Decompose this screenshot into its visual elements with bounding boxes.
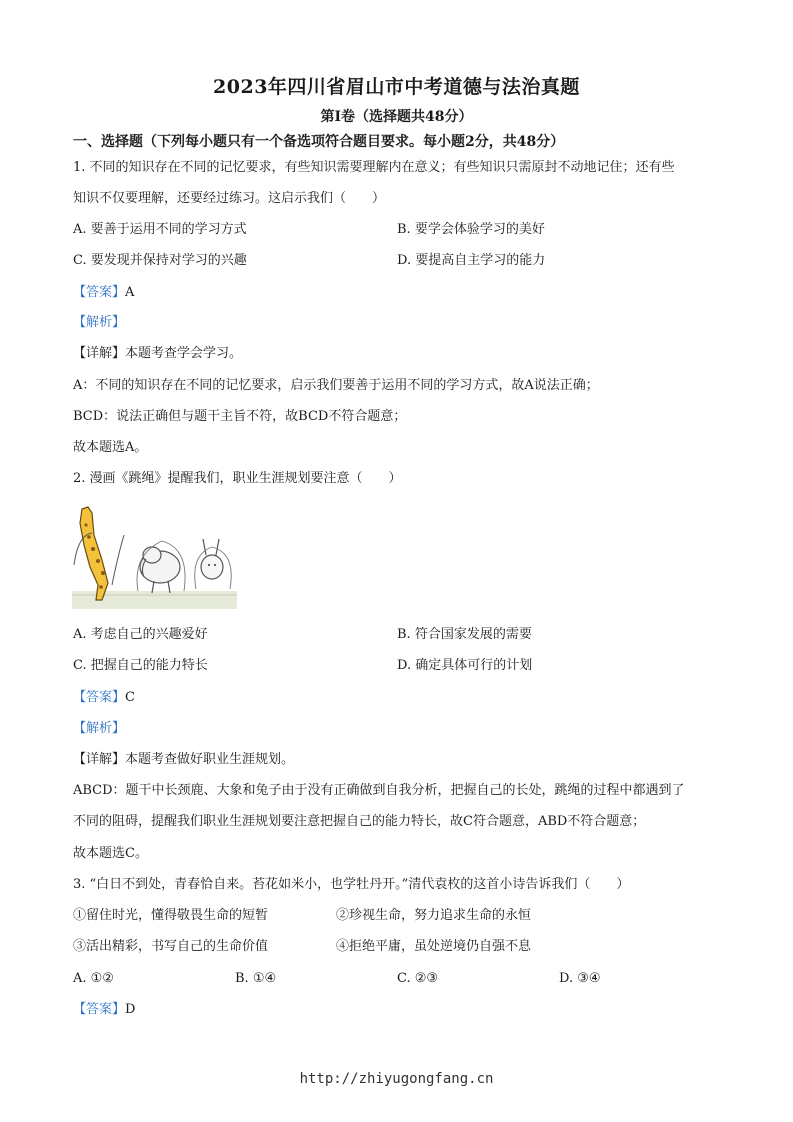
q3-option-d: D. ③④ <box>559 971 601 986</box>
detail-text: 本题考查学会学习。 <box>125 346 243 361</box>
q2-stem: 2. 漫画《跳绳》提醒我们，职业生涯规划要注意（ ） <box>73 471 402 486</box>
q1-answer <box>73 284 134 302</box>
q2-explanation-3: 故本题选C。 <box>73 846 148 861</box>
q1-option-b: B. 要学会体验学习的美好 <box>397 222 545 237</box>
answer-value: C <box>125 690 135 705</box>
answer-value: D <box>125 1002 136 1017</box>
q2-option-a: A. 考虑自己的兴趣爱好 <box>73 627 208 642</box>
q1-detail <box>73 345 242 363</box>
q2-answer <box>73 689 135 707</box>
detail-tag: 【详解】 <box>73 752 126 767</box>
q1-option-a: A. 要善于运用不同的学习方式 <box>73 222 247 237</box>
q3-stem: 3. “白日不到处，青春恰自来。苔花如米小，也学牡丹开。”清代袁枚的这首小诗告诉我们（ ） <box>73 877 630 892</box>
q3-item-1: ①留住时光，懂得敬畏生命的短暂 <box>73 908 269 923</box>
q2-option-d: D. 确定具体可行的计划 <box>397 658 533 673</box>
giraffe-figure <box>74 507 124 600</box>
q2-analysis-tag: 【解析】 <box>73 721 126 736</box>
answer-tag: 【答案】 <box>73 1002 126 1017</box>
q3-option-a: A. ①② <box>73 971 114 986</box>
q1-explanation-2: BCD：说法正确但与题干主旨不符，故BCD不符合题意； <box>73 409 407 424</box>
page-subtitle: 第I卷（选择题共48分） <box>320 109 473 125</box>
q1-explanation-1: A：不同的知识存在不同的记忆要求，启示我们要善于运用不同的学习方式，故A说法正确； <box>73 378 599 393</box>
q3-option-c: C. ②③ <box>397 971 439 986</box>
footer-url: http://zhiyugongfang.cn <box>299 1071 494 1087</box>
q3-item-3: ③活出精彩，书写自己的生命价值 <box>73 939 269 954</box>
detail-text: 本题考查做好职业生涯规划。 <box>125 752 295 767</box>
q1-option-d: D. 要提高自主学习的能力 <box>397 253 546 268</box>
q3-option-b: B. ①④ <box>235 971 277 986</box>
q1-stem-line2: 知识不仅要理解，还要经过练习。这启示我们（ ） <box>73 191 386 206</box>
answer-tag: 【答案】 <box>73 285 126 300</box>
q3-item-4: ④拒绝平庸，虽处逆境仍自强不息 <box>336 939 532 954</box>
jump-rope-cartoon <box>72 505 237 609</box>
q3-answer <box>73 1001 135 1019</box>
detail-tag: 【详解】 <box>73 346 126 361</box>
answer-value: A <box>125 285 135 300</box>
q2-explanation-1: ABCD：题干中长颈鹿、大象和兔子由于没有正确做到自我分析，把握自己的长处，跳绳的过程中都遇到了 <box>73 783 685 798</box>
q1-analysis-tag: 【解析】 <box>73 315 126 330</box>
rabbit-figure <box>195 539 231 589</box>
elephant-figure <box>137 541 185 593</box>
q2-detail <box>73 751 294 769</box>
q3-item-2: ②珍视生命，努力追求生命的永恒 <box>336 908 532 923</box>
q1-option-c: C. 要发现并保持对学习的兴趣 <box>73 253 247 268</box>
section-heading: 一、选择题（下列每小题只有一个备选项符合题目要求。每小题2分，共48分） <box>73 134 565 150</box>
page-title: 2023年四川省眉山市中考道德与法治真题 <box>213 76 580 98</box>
q1-stem-line1: 1. 不同的知识存在不同的记忆要求，有些知识需要理解内在意义；有些知识只需原封不动地记住；还有些 <box>73 160 675 175</box>
answer-tag: 【答案】 <box>73 690 126 705</box>
q2-option-c: C. 把握自己的能力特长 <box>73 658 208 673</box>
q2-explanation-2: 不同的阻碍，提醒我们职业生涯规划要注意把握自己的能力特长，故C符合题意，ABD不符合题意； <box>73 814 646 829</box>
q1-explanation-3: 故本题选A。 <box>73 440 148 455</box>
q2-option-b: B. 符合国家发展的需要 <box>397 627 532 642</box>
